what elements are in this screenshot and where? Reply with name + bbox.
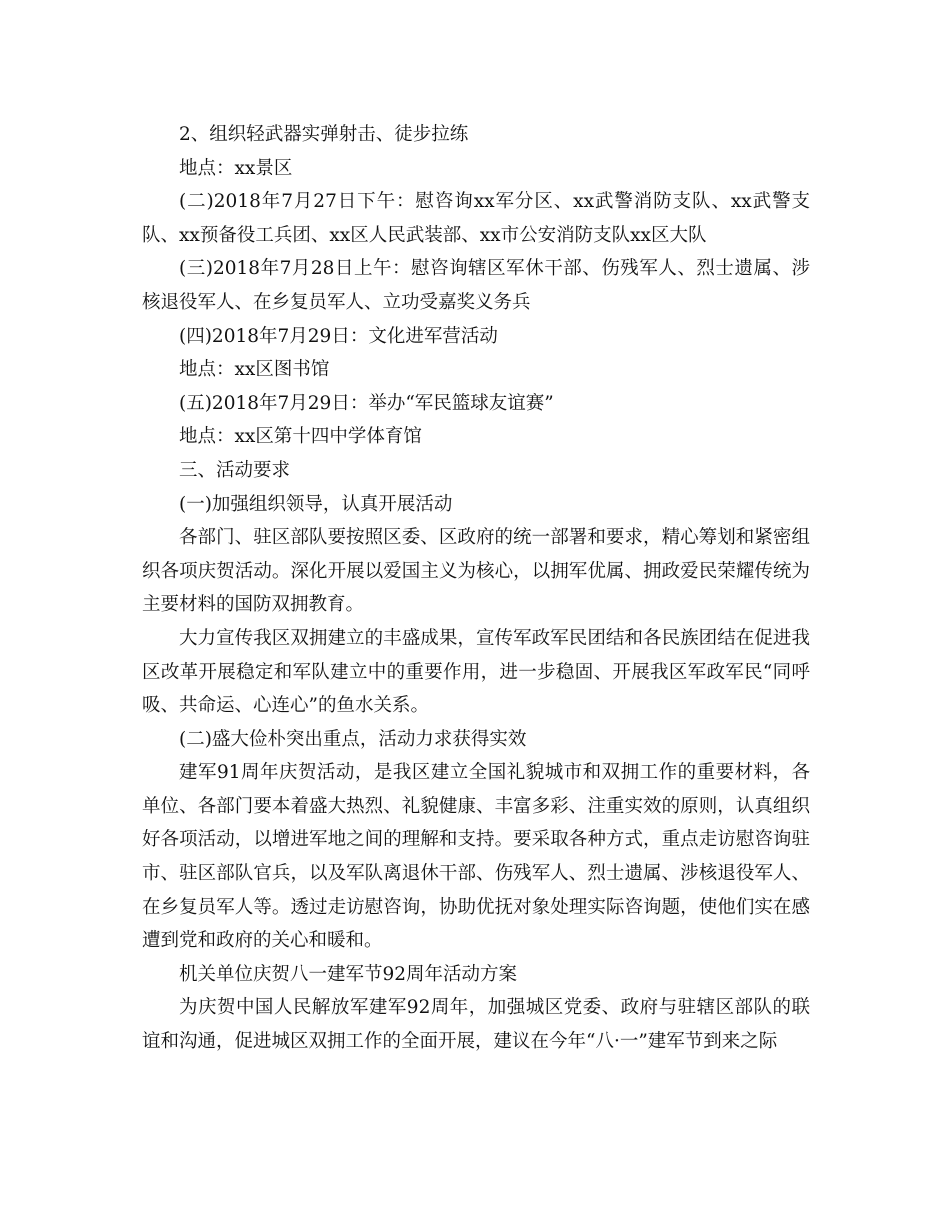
paragraph-11: 各部门、驻区部队要按照区委、区政府的统一部署和要求，精心筹划和紧密组织各项庆贺活动。深化开展以爱国主义为核心，以拥军优属、拥政爱民荣耀传统为主要材料的国防双拥教育。 [142,527,810,616]
section-heading-activity-requirements: 三、活动要求 [179,459,291,481]
paragraph-8: 地点：xx区第十四中学体育馆 [179,426,422,448]
document-body [142,118,810,1059]
paragraph-6: 地点：xx区图书馆 [179,359,330,381]
paragraph-1: 2、组织轻武器实弹射击、徒步拉练 [179,124,469,145]
paragraph-4: (三)2018年7月28日上午：慰咨询辖区军休干部、伤残军人、烈士遗属、涉核退役军人、在乡复员军人、立功受嘉奖义务兵 [142,258,810,313]
paragraph-3: (二)2018年7月27日下午：慰咨询xx军分区、xx武警消防支队、xx武警支队、xx预备役工兵团、xx区人民武装部、xx市公安消防支队xx区大队 [142,191,810,246]
paragraph-14: 建军91周年庆贺活动，是我区建立全国礼貌城市和双拥工作的重要材料，各单位、各部门要本着盛大热烈、礼貌健康、丰富多彩、注重实效的原则，认真组织好各项活动，以增进军地之间的理解和支持。要采取各种方式，重点走访慰咨询驻市、驻区部队官兵，以及军队离退休干部、伤残军人、烈士遗属、涉核退役军人、在乡复员军人等。透过走访慰咨询，协助优抚对象处理实际咨询题，使他们实在感遭到党和政府的关心和暖和。 [142,762,810,952]
paragraph-5: (四)2018年7月29日：文化进军营活动 [179,325,498,347]
paragraph-16: 为庆贺中国人民解放军建军92周年，加强城区党委、政府与驻辖区部队的联谊和沟通，促进城区双拥工作的全面开展，建议在今年“八·一”建军节到来之际 [142,997,810,1053]
paragraph-7: (五)2018年7月29日：举办“军民篮球友谊赛” [179,392,554,414]
paragraph-12: 大力宣传我区双拥建立的丰盛成果，宣传军政军民团结和各民族团结在促进我区改革开展稳定和军队建立中的重要作用，进一步稳固、开展我区军政军民“同呼吸、共命运、心连心”的鱼水关系。 [142,627,810,717]
plan-title: 机关单位庆贺八一建军节92周年活动方案 [179,963,518,985]
subheading-2: (二)盛大俭朴突出重点，活动力求获得实效 [179,728,527,750]
paragraph-2: 地点：xx景区 [179,157,293,179]
subheading-1: (一)加强组织领导，认真开展活动 [179,493,453,515]
